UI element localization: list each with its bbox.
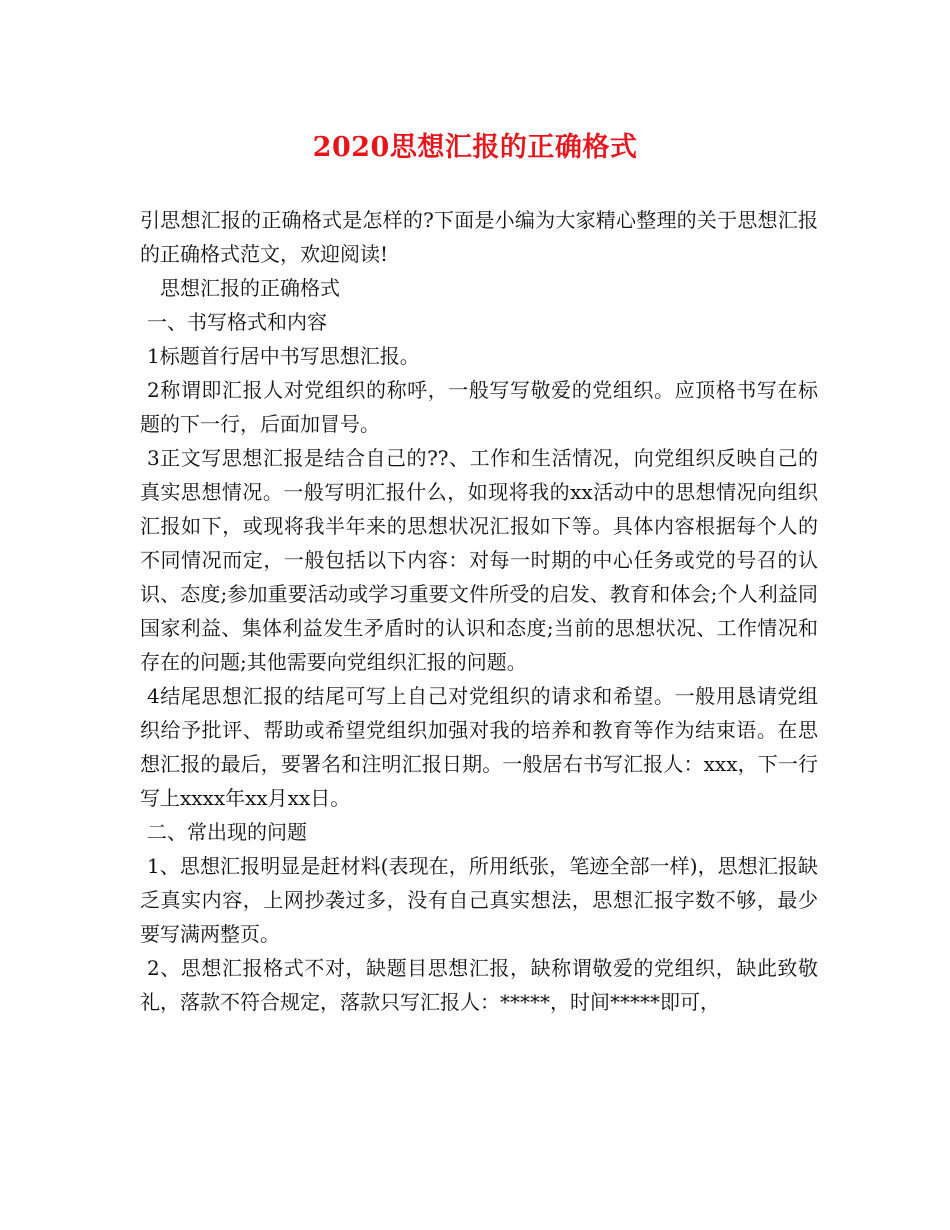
item-body-text: 3正文写思想汇报是结合自己的??、工作和生活情况，向党组织反映自己的真实思想情况。一般写明汇报什么，如现将我的xx活动中的思想情况向组织汇报如下，或现将我半年来的思想状况汇报如下等。具体内容根据每个人的不同情况而定，一般包括以下内容：对每一时期的中心任务或党的号召的认识、态度;参加重要活动或学习重要文件所受的启发、教育和体会;个人利益同国家利益、集体利益发生矛盾时的认识和态度;当前的思想状况、工作情况和存在的问题;其他需要向党组织汇报的问题。	[140, 446, 818, 674]
item-ending: 4结尾思想汇报的结尾可写上自己对党组织的请求和希望。一般用恳请党组织给予批评、帮助或希望党组织加强对我的培养和教育等作为结束语。在思想汇报的最后，要署名和注明汇报日期。一般居右书写汇报人：xxx，下一行写上xxxx年xx月xx日。	[140, 684, 818, 810]
item-salutation: 2称谓即汇报人对党组织的称呼，一般写写敬爱的党组织。应顶格书写在标题的下一行，后面加冒号。	[140, 378, 818, 436]
problem-item-1: 1、思想汇报明显是赶材料(表现在，所用纸张，笔迹全部一样)，思想汇报缺乏真实内容，上网抄袭过多，没有自己真实想法，思想汇报字数不够，最少要写满两整页。	[140, 854, 818, 946]
document-title: 2020思想汇报的正确格式	[312, 132, 638, 163]
item-title: 1标题首行居中书写思想汇报。	[147, 344, 420, 368]
document-body	[140, 203, 818, 1019]
intro-paragraph: 引思想汇报的正确格式是怎样的?下面是小编为大家精心整理的关于思想汇报的正确格式范文，欢迎阅读!	[140, 208, 818, 266]
section-heading-1: 一、书写格式和内容	[147, 310, 327, 334]
section-heading-2: 二、常出现的问题	[147, 820, 307, 844]
subheading-format: 思想汇报的正确格式	[160, 276, 340, 300]
problem-item-2: 2、思想汇报格式不对，缺题目思想汇报，缺称谓敬爱的党组织，缺此致敬礼，落款不符合规定，落款只写汇报人：*****，时间*****即可，	[140, 956, 818, 1014]
